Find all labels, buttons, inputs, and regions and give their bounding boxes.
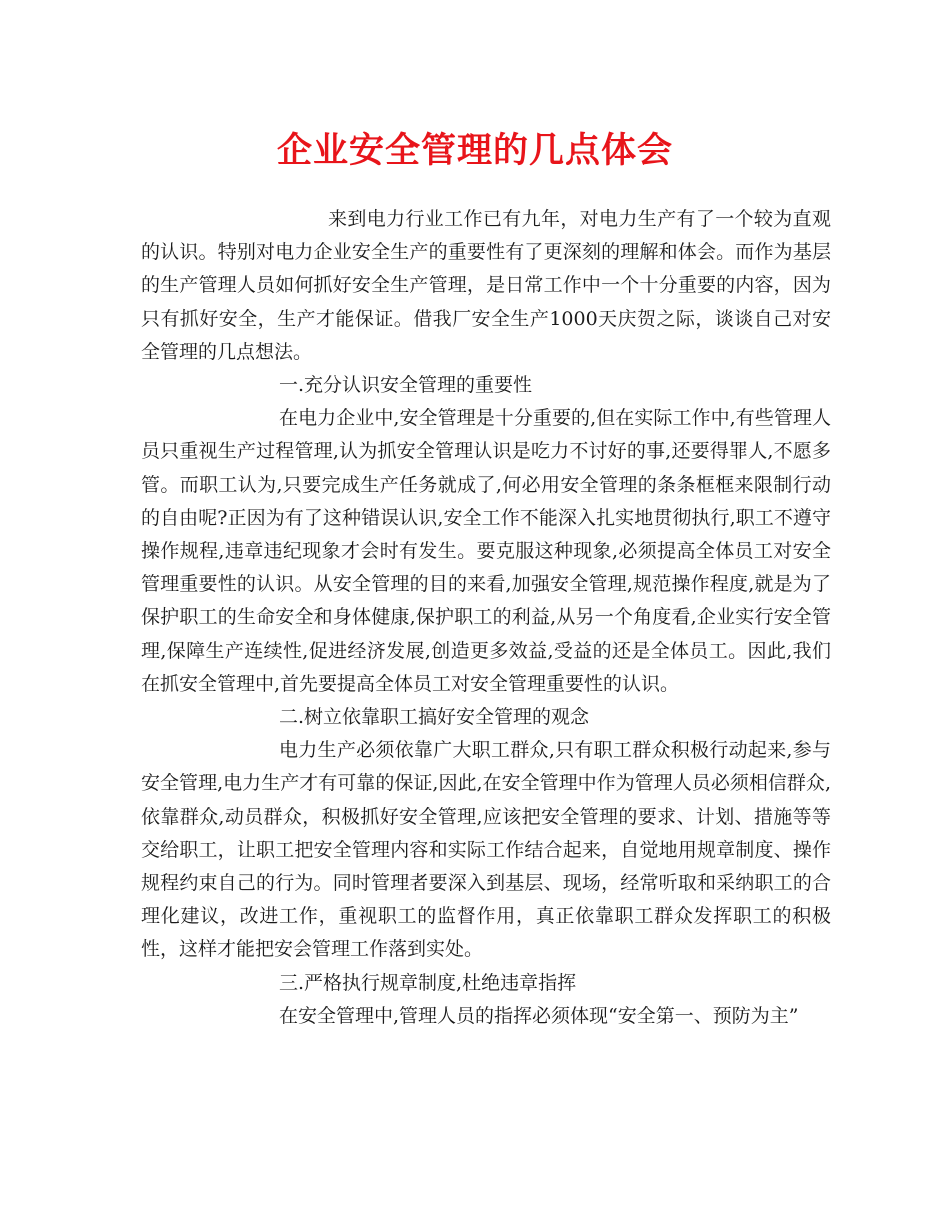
- intro-paragraph: 来到电力行业工作已有九年，对电力生产有了一个较为直观的认识。特别对电力企业安全生产的重要性有了更深刻的理解和体会。而作为基层的生产管理人员如何抓好安全生产管理，是日常工作中一个十分重要的内容，因为只有抓好安全，生产才能保证。借我厂安全生产1000天庆贺之际，谈谈自己对安全管理的几点想法。: [141, 208, 831, 363]
- document-body: [141, 203, 831, 1033]
- section-paragraph-2: 电力生产必须依靠广大职工群众,只有职工群众积极行动起来,参与安全管理,电力生产才有可靠的保证,因此,在安全管理中作为管理人员必须相信群众,依靠群众,动员群众，积极抓好安全管理,应该把安全管理的要求、计划、措施等等交给职工，让职工把安全管理内容和实际工作结合起来，自觉地用规章制度、操作规程约束自己的行为。同时管理者要深入到基层、现场，经常听取和采纳职工的合理化建议，改进工作，重视职工的监督作用，真正依靠职工群众发挥职工的积极性，这样才能把安会管理工作落到实处。: [141, 739, 831, 961]
- section-paragraph-1: 在电力企业中,安全管理是十分重要的,但在实际工作中,有些管理人员只重视生产过程管理,认为抓安全管理认识是吃力不讨好的事,还要得罪人,不愿多管。而职工认为,只要完成生产任务就成了,何必用安全管理的条条框框来限制行动的自由呢?正因为有了这种错误认识,安全工作不能深入扎实地贯彻执行,职工不遵守操作规程,违章违纪现象才会时有发生。要克服这种现象,必须提高全体员工对安全管理重要性的认识。从安全管理的目的来看,加强安全管理,规范操作程度,就是为了保护职工的生命安全和身体健康,保护职工的利益,从另一个角度看,企业实行安全管理,保障生产连续性,促进经济发展,创造更多效益,受益的还是全体员工。因此,我们在抓安全管理中,首先要提高全体员工对安全管理重要性的认识。: [141, 407, 831, 695]
- section-heading-3: 三.严格执行规章制度,杜绝违章指挥: [279, 971, 577, 994]
- section-heading-1: 一.充分认识安全管理的重要性: [279, 374, 533, 397]
- document-title: 企业安全管理的几点体会: [276, 130, 673, 171]
- section-heading-2: 二.树立依靠职工搞好安全管理的观念: [279, 706, 590, 729]
- section-paragraph-3: 在安全管理中,管理人员的指挥必须体现“安全第一、预防为主”: [279, 1004, 799, 1027]
